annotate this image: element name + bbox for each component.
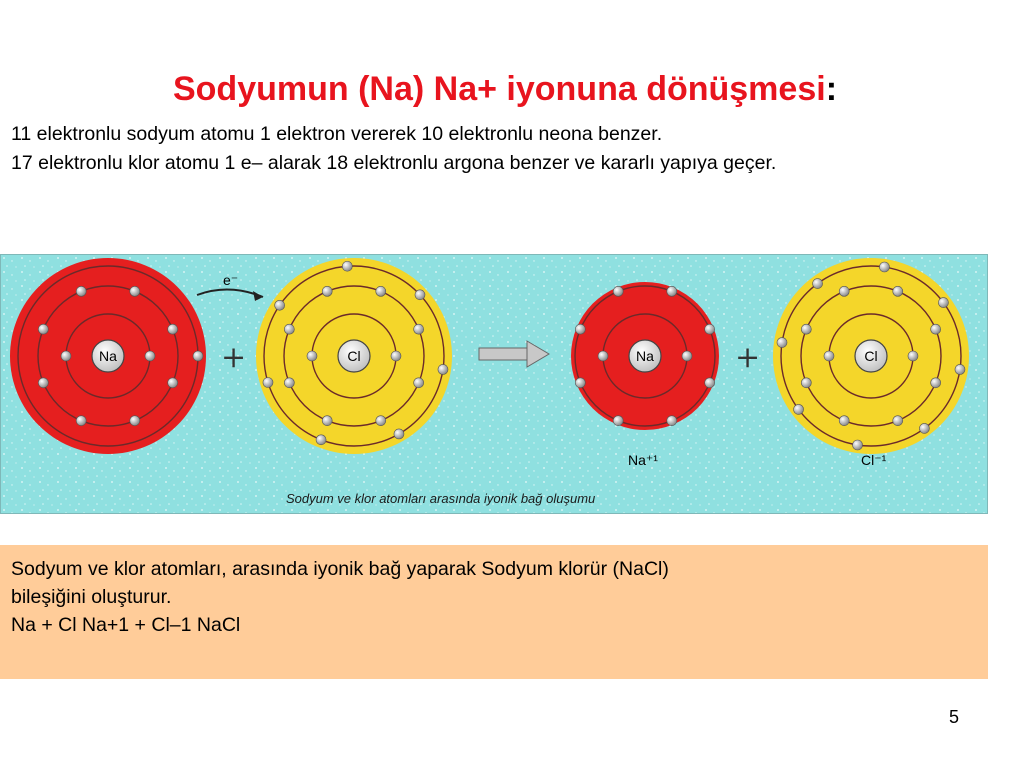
sodium-electron (168, 378, 178, 388)
chlorine-electron (275, 300, 285, 310)
sodium-ion-electron (613, 286, 623, 296)
sodium-electron (168, 324, 178, 334)
sodium-ion-nucleus-label: Na (636, 348, 654, 364)
chloride-ion-electron (893, 416, 903, 426)
chlorine-electron (391, 351, 401, 361)
chloride-ion-electron (955, 364, 965, 374)
sodium-ion-electron (575, 324, 585, 334)
chloride-ion-electron (879, 262, 889, 272)
plus-sign-1: + (221, 340, 247, 375)
chlorine-electron (414, 378, 424, 388)
sodium-electron (38, 324, 48, 334)
intro-line-2: 17 elektronlu klor atomu 1 e– alarak 18 elektronlu argona benzer ve kararlı yapıya geçer. (11, 152, 777, 174)
sodium-ion-electron (682, 351, 692, 361)
figure-caption: Sodyum ve klor atomları arasında iyonik bağ oluşumu (286, 491, 596, 506)
chloride-ion-electron (839, 286, 849, 296)
figure-svg (1, 255, 988, 514)
chlorine-electron (322, 416, 332, 426)
chloride-ion-electron (824, 351, 834, 361)
sodium-electron (145, 351, 155, 361)
chloride-ion-atom (773, 258, 969, 454)
sodium-electron (38, 378, 48, 388)
summary-equation: Na + Cl Na+1 + Cl–1 NaCl (11, 614, 241, 636)
chlorine-electron (394, 429, 404, 439)
chlorine-electron (438, 364, 448, 374)
sodium-ion-electron (667, 416, 677, 426)
chlorine-electron (342, 261, 352, 271)
chloride-ion-electron (931, 378, 941, 388)
chlorine-nucleus-label: Cl (347, 348, 361, 364)
chloride-ion-electron (853, 440, 863, 450)
chlorine-electron (415, 290, 425, 300)
sodium-electron (61, 351, 71, 361)
plus-sign-2: + (735, 340, 761, 375)
chloride-ion-electron (908, 351, 918, 361)
intro-line-1: 11 elektronlu sodyum atomu 1 elektron vererek 10 elektronlu neona benzer. (11, 123, 663, 145)
chlorine-electron (284, 378, 294, 388)
sodium-nucleus-label: Na (99, 348, 117, 364)
sodium-ion-electron (705, 324, 715, 334)
intro-text (11, 120, 1001, 178)
sodium-ion-electron (667, 286, 677, 296)
slide-title (0, 70, 1010, 109)
electron-label: e⁻ (223, 272, 239, 288)
chloride-ion-electron (893, 286, 903, 296)
chlorine-electron (316, 435, 326, 445)
sodium-ion-electron (613, 416, 623, 426)
sodium-electron (130, 416, 140, 426)
sodium-ion-electron (598, 351, 608, 361)
ionic-bond-figure (0, 254, 988, 514)
chloride-ion-electron (919, 423, 929, 433)
chlorine-electron (284, 324, 294, 334)
chloride-ion-electron (813, 279, 823, 289)
summary-box (0, 545, 988, 679)
chlorine-electron (263, 377, 273, 387)
chloride-ion-electron (931, 324, 941, 334)
sodium-electron (76, 286, 86, 296)
cl-ion-label: Cl⁻¹ (861, 452, 887, 468)
chlorine-electron (322, 286, 332, 296)
summary-line-1: Sodyum ve klor atomları, arasında iyonik bağ yaparak Sodyum klorür (NaCl) (11, 558, 669, 580)
chloride-ion-electron (777, 338, 787, 348)
sodium-atom (10, 258, 206, 454)
sodium-electron (193, 351, 203, 361)
summary-line-2: bileşiğini oluşturur. (11, 586, 172, 608)
na-ion-label: Na⁺¹ (628, 452, 658, 468)
chlorine-electron (414, 324, 424, 334)
page-number: 5 (949, 707, 960, 727)
title-colon: : (825, 70, 838, 108)
sodium-ion-electron (575, 378, 585, 388)
chlorine-atom (256, 258, 452, 454)
sodium-ion-electron (705, 378, 715, 388)
sodium-ion-atom (571, 282, 719, 430)
chloride-ion-electron (794, 404, 804, 414)
sodium-electron (130, 286, 140, 296)
chlorine-electron (307, 351, 317, 361)
chloride-ion-electron (938, 298, 948, 308)
chloride-ion-electron (801, 378, 811, 388)
chloride-ion-electron (801, 324, 811, 334)
chloride-ion-electron (839, 416, 849, 426)
chlorine-electron (376, 416, 386, 426)
title-text: Sodyumun (Na) Na+ iyonuna dönüşmesi (172, 70, 826, 108)
chloride-ion-nucleus-label: Cl (864, 348, 878, 364)
sodium-electron (76, 416, 86, 426)
chlorine-electron (376, 286, 386, 296)
